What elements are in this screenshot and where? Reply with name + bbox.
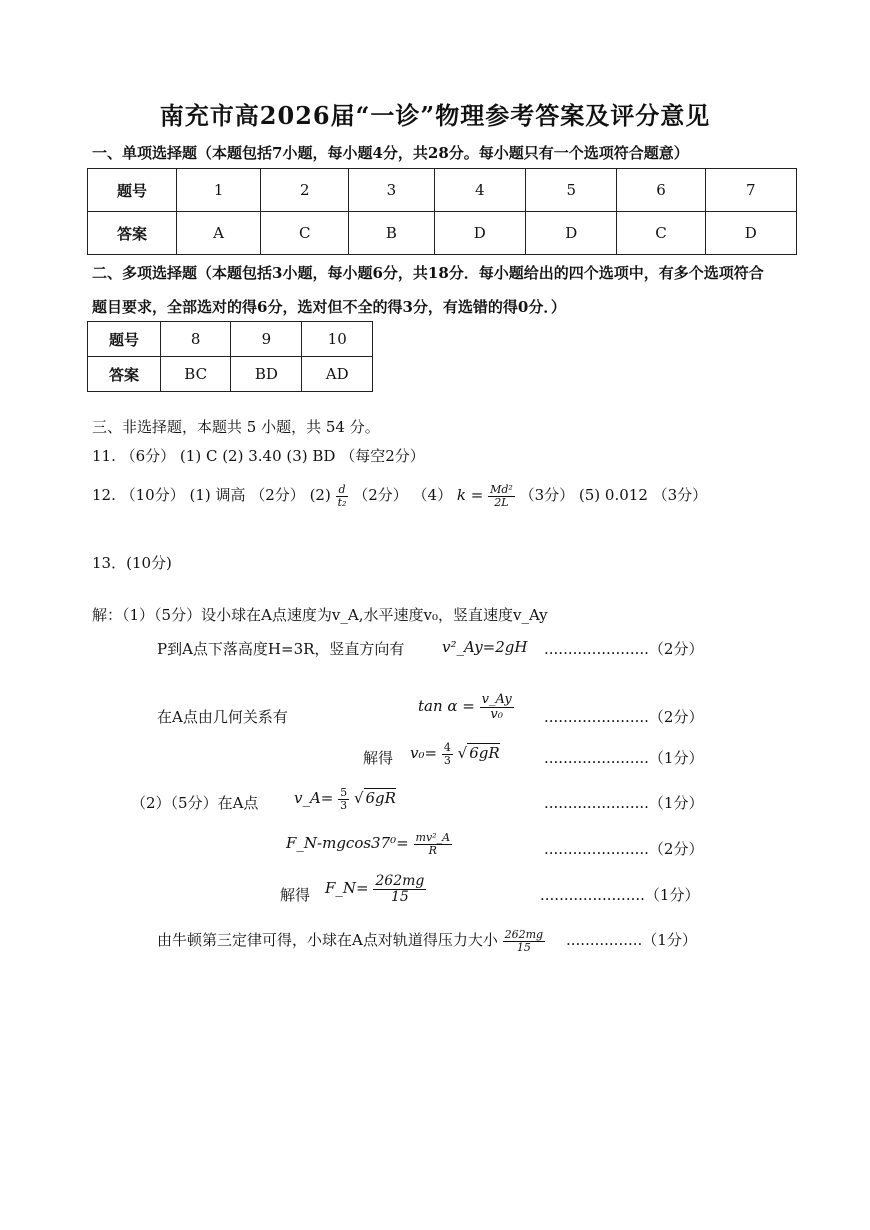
answer-cell: D [526,212,617,255]
q11-answer: 11. （6分） (1) C (2) 3.40 (3) BD （每空2分） [92,447,425,465]
row-label-question: 题号 [88,322,161,357]
fraction-numerator: v_Ay [481,692,512,707]
answer-cell: BC [161,357,231,392]
sqrt-icon: √ [457,744,468,763]
q12-k-fraction [488,484,515,508]
answer-cell: BD [231,357,302,392]
equation-left: v₀= [410,744,438,763]
q12-part2-score: （2分） （4） [353,486,453,505]
q13-line3-text: 在A点由几何关系有 [157,708,288,726]
fraction-numerator: 262mg [504,928,544,941]
q13-line4-text: 解得 [363,749,394,767]
section2-heading-line1: 二、多项选择题（本题包括3小题，每小题6分，共18分．每小题给出的四个选项中，有多个选项符合 [92,264,764,282]
question-number: 1 [177,169,261,212]
q13-line7-text: 解得 [280,886,311,904]
equation-left: F_N= [325,879,369,898]
question-number: 8 [161,322,231,357]
equation-left: F_N-mgcos37⁰= [286,834,409,853]
q13-line6-score: ......................（2分） [544,840,704,858]
answer-cell: C [261,212,349,255]
row-label-answer: 答案 [88,212,177,255]
q12-answer [92,484,707,508]
question-number: 9 [231,322,302,357]
q13-line4-score: ......................（1分） [544,749,704,767]
q13-line2-text: P到A点下落高度H=3R，竖直方向有 [157,640,405,658]
section3-heading: 三、非选择题，本题共 5 小题，共 54 分。 [92,418,380,436]
question-number: 2 [261,169,349,212]
question-number: 10 [302,322,373,357]
fraction-denominator: t₂ [337,495,347,509]
fraction-denominator: R [428,843,437,857]
q13-line7-equation [325,874,426,904]
table-row [88,322,373,357]
fraction-numerator: 5 [340,786,348,799]
q13-line5-text: （2）（5分）在A点 [131,794,259,812]
fraction-numerator: 4 [443,741,451,754]
section2-heading-line2: 题目要求，全部选对的得6分，选对但不全的得3分，有选错的得0分．） [92,298,566,316]
fraction-numerator: d [336,484,349,497]
fraction-denominator: v₀ [490,706,503,722]
table-row [88,212,797,255]
single-choice-table [87,168,797,255]
question-number: 7 [705,169,796,212]
fraction-denominator: 15 [516,940,531,954]
q13-line6-equation [286,832,452,856]
fraction-denominator: 3 [340,798,348,812]
equation-left: v_A= [294,789,334,808]
fraction-denominator: 2L [494,495,509,509]
row-label-question: 题号 [88,169,177,212]
fraction-numerator: Md² [490,483,513,496]
equation-left: tan α = [418,697,475,716]
radicand: 6gR [469,744,500,763]
q13-line5-equation [294,787,396,811]
pressure-fraction [503,929,545,953]
fraction-numerator: 262mg [375,873,425,889]
question-number: 6 [617,169,705,212]
q13-line8 [157,929,545,953]
q13-line8-score: ................（1分） [566,931,697,949]
q13-line1: 解：（1）（5分）设小球在A点速度为v_A,水平速度v₀，竖直速度v_Ay [92,606,548,624]
answer-cell: D [434,212,525,255]
q13-heading: 13．(10分) [92,554,172,572]
coefficient-fraction [442,742,453,766]
multi-choice-table [87,321,373,392]
fraction-numerator: mv²_A [415,831,451,844]
tan-fraction [480,693,514,721]
answer-cell: A [177,212,261,255]
q13-line2-equation: v²_Ay=2gH [442,638,528,656]
fraction-denominator: 15 [390,888,409,905]
q13-line3-score: ......................（2分） [544,708,704,726]
sqrt-icon: √ [353,789,364,808]
q13-line3-equation [418,693,514,721]
answer-cell: B [349,212,434,255]
force-fraction [373,874,426,904]
fraction-denominator: 3 [443,753,451,767]
q12-k-equation: k = [456,486,484,505]
q13-line4-equation [410,742,500,766]
answer-cell: AD [302,357,373,392]
q13-line2-score: ......................（2分） [544,640,704,658]
coefficient-fraction [338,787,349,811]
line8-text: 由牛顿第三定律可得，小球在A点对轨道得压力大小 [157,931,498,950]
answer-cell: C [617,212,705,255]
question-number: 4 [434,169,525,212]
row-label-answer: 答案 [88,357,161,392]
radicand: 6gR [365,789,396,808]
table-row [88,169,797,212]
q12-rest: （3分） (5) 0.012 （3分） [519,486,708,505]
section1-heading: 一、单项选择题（本题包括7小题，每小题4分，共28分。每小题只有一个选项符合题意） [92,144,689,162]
page-title: 南充市高2026届“一诊”物理参考答案及评分意见 [159,101,711,130]
centripetal-fraction [414,832,453,856]
question-number: 3 [349,169,434,212]
q13-line7-score: ......................（1分） [540,886,700,904]
q12-prefix: 12. （10分） (1) 调高 （2分） (2) [92,486,331,505]
table-row [88,357,373,392]
q12-fraction [336,484,349,508]
q13-line5-score: ......................（1分） [544,794,704,812]
answer-cell: D [705,212,796,255]
question-number: 5 [526,169,617,212]
